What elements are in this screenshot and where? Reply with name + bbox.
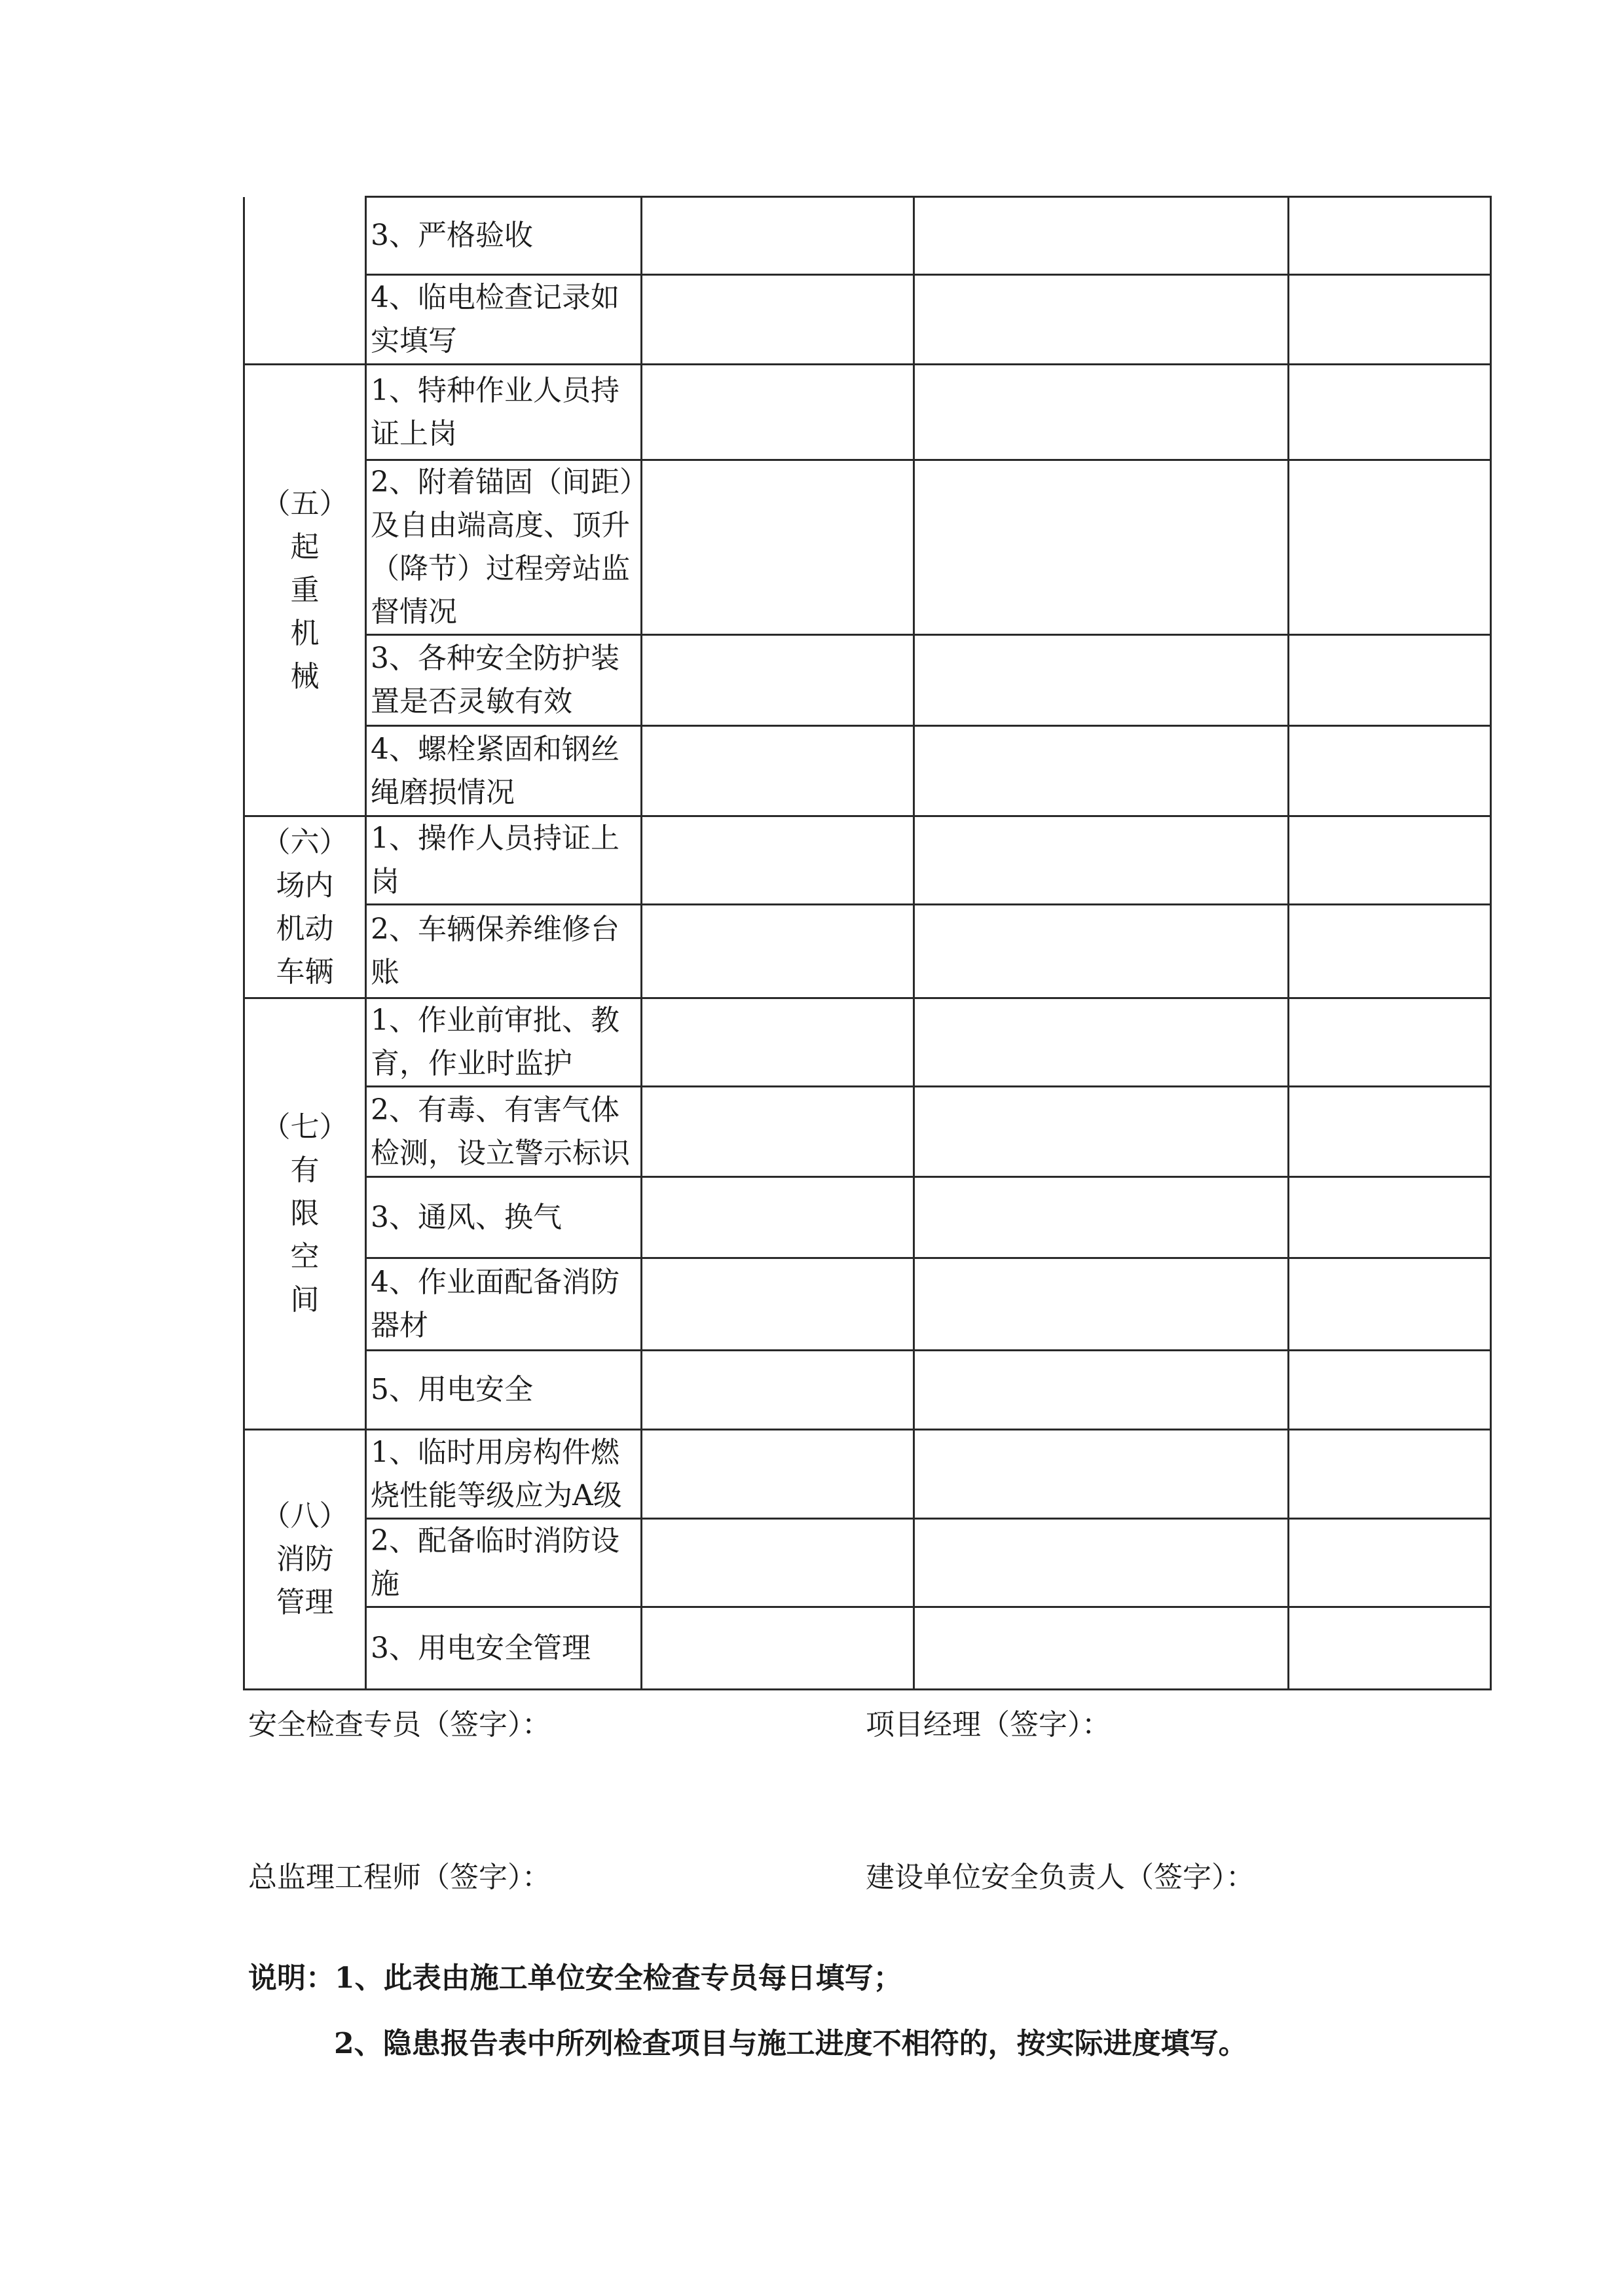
rectification-cell[interactable]	[914, 1177, 1289, 1258]
check-item-text: 3、各种安全防护装置是否灵敏有效	[371, 642, 619, 718]
check-item-text: 2、配备临时消防设施	[371, 1524, 619, 1601]
remarks-cell[interactable]	[1289, 365, 1491, 460]
chief-supervisor-signature-label: 总监理工程师（签字）：	[248, 1861, 551, 1894]
check-item-text: 1、作业前审批、教育，作业时监护	[371, 1004, 619, 1080]
table-row	[244, 1430, 1491, 1519]
table-row	[244, 275, 1491, 365]
check-item-text: 3、用电安全管理	[371, 1631, 591, 1665]
rectification-cell[interactable]	[914, 1430, 1289, 1519]
check-item-cell	[366, 1519, 642, 1607]
category-cell	[244, 197, 366, 365]
remarks-cell[interactable]	[1289, 1351, 1491, 1430]
rectification-cell[interactable]	[914, 1351, 1289, 1430]
category-label: （八） 消防 管理	[261, 1499, 348, 1619]
rectification-cell[interactable]	[914, 1519, 1289, 1607]
table-row	[244, 1258, 1491, 1351]
result-cell[interactable]	[642, 905, 914, 998]
table-row	[244, 1177, 1491, 1258]
check-item-cell	[366, 197, 642, 275]
category-label: （七） 有 限 空 间	[261, 1110, 348, 1317]
rectification-cell[interactable]	[914, 1258, 1289, 1351]
category-cell	[244, 1430, 366, 1690]
result-cell[interactable]	[642, 275, 914, 365]
remarks-cell[interactable]	[1289, 998, 1491, 1087]
rectification-cell[interactable]	[914, 1087, 1289, 1177]
safety-inspector-signature-label: 安全检查专员（签字）：	[248, 1708, 551, 1741]
result-cell[interactable]	[642, 1430, 914, 1519]
result-cell[interactable]	[642, 1607, 914, 1690]
check-item-cell	[366, 275, 642, 365]
check-item-cell	[366, 460, 642, 635]
rectification-cell[interactable]	[914, 365, 1289, 460]
check-item-text: 4、螺栓紧固和钢丝绳磨损情况	[371, 732, 619, 809]
table-row	[244, 1087, 1491, 1177]
note-line-1: 说明：1、此表由施工单位安全检查专员每日填写；	[248, 1961, 902, 1995]
remarks-cell[interactable]	[1289, 905, 1491, 998]
check-item-text: 2、附着锚固（间距）及自由端高度、顶升（降节）过程旁站监督情况	[371, 465, 634, 629]
rectification-cell[interactable]	[914, 726, 1289, 816]
check-item-text: 2、车辆保养维修台账	[371, 913, 619, 989]
table-row	[244, 1519, 1491, 1607]
result-cell[interactable]	[642, 460, 914, 635]
table-row	[244, 635, 1491, 726]
remarks-cell[interactable]	[1289, 1087, 1491, 1177]
table-row	[244, 197, 1491, 275]
check-item-cell	[366, 816, 642, 905]
rectification-cell[interactable]	[914, 998, 1289, 1087]
remarks-cell[interactable]	[1289, 197, 1491, 275]
table-row	[244, 365, 1491, 460]
note-line-2: 2、隐患报告表中所列检查项目与施工进度不相符的，按实际进度填写。	[334, 2027, 1247, 2060]
result-cell[interactable]	[642, 365, 914, 460]
check-item-cell	[366, 998, 642, 1087]
project-manager-signature-label: 项目经理（签字）：	[866, 1708, 1111, 1741]
check-item-cell	[366, 726, 642, 816]
category-cell	[244, 816, 366, 998]
check-item-text: 3、严格验收	[371, 219, 533, 252]
check-item-text: 1、临时用房构件燃烧性能等级应为A级	[371, 1435, 622, 1512]
result-cell[interactable]	[642, 635, 914, 726]
remarks-cell[interactable]	[1289, 1258, 1491, 1351]
category-label: （五） 起 重 机 械	[261, 486, 348, 693]
rectification-cell[interactable]	[914, 275, 1289, 365]
result-cell[interactable]	[642, 1087, 914, 1177]
check-item-text: 1、操作人员持证上岗	[371, 822, 619, 898]
remarks-cell[interactable]	[1289, 816, 1491, 905]
check-item-cell	[366, 1430, 642, 1519]
category-cell	[244, 998, 366, 1430]
rectification-cell[interactable]	[914, 635, 1289, 726]
safety-checklist-table	[243, 196, 1492, 1690]
check-item-cell	[366, 1177, 642, 1258]
result-cell[interactable]	[642, 1258, 914, 1351]
result-cell[interactable]	[642, 1519, 914, 1607]
remarks-cell[interactable]	[1289, 460, 1491, 635]
remarks-cell[interactable]	[1289, 635, 1491, 726]
rectification-cell[interactable]	[914, 816, 1289, 905]
check-item-cell	[366, 635, 642, 726]
result-cell[interactable]	[642, 998, 914, 1087]
rectification-cell[interactable]	[914, 460, 1289, 635]
rectification-cell[interactable]	[914, 197, 1289, 275]
result-cell[interactable]	[642, 1177, 914, 1258]
check-item-cell	[366, 905, 642, 998]
check-item-cell	[366, 1607, 642, 1690]
category-label: （六） 场内 机动 车辆	[261, 825, 348, 989]
rectification-cell[interactable]	[914, 905, 1289, 998]
check-item-cell	[366, 365, 642, 460]
result-cell[interactable]	[642, 726, 914, 816]
table-row	[244, 1351, 1491, 1430]
check-item-text: 5、用电安全	[371, 1373, 533, 1406]
check-item-text: 4、临电检查记录如实填写	[371, 281, 619, 357]
table-row	[244, 460, 1491, 635]
remarks-cell[interactable]	[1289, 1430, 1491, 1519]
category-cell	[244, 365, 366, 816]
result-cell[interactable]	[642, 1351, 914, 1430]
table-row	[244, 816, 1491, 905]
remarks-cell[interactable]	[1289, 726, 1491, 816]
check-item-text: 1、特种作业人员持证上岗	[371, 373, 619, 450]
table-row	[244, 726, 1491, 816]
rectification-cell[interactable]	[914, 1607, 1289, 1690]
check-item-text: 2、有毒、有害气体检测，设立警示标识	[371, 1093, 630, 1170]
table-row	[244, 905, 1491, 998]
check-item-text: 3、通风、换气	[371, 1200, 562, 1234]
remarks-cell[interactable]	[1289, 1607, 1491, 1690]
result-cell[interactable]	[642, 816, 914, 905]
check-item-cell	[366, 1258, 642, 1351]
check-item-cell	[366, 1351, 642, 1430]
table-row	[244, 1607, 1491, 1690]
remarks-cell[interactable]	[1289, 1519, 1491, 1607]
result-cell[interactable]	[642, 197, 914, 275]
remarks-cell[interactable]	[1289, 275, 1491, 365]
table-row	[244, 998, 1491, 1087]
check-item-cell	[366, 1087, 642, 1177]
remarks-cell[interactable]	[1289, 1177, 1491, 1258]
owner-safety-lead-signature-label: 建设单位安全负责人（签字）：	[866, 1861, 1255, 1894]
check-item-text: 4、作业面配备消防器材	[371, 1266, 619, 1342]
